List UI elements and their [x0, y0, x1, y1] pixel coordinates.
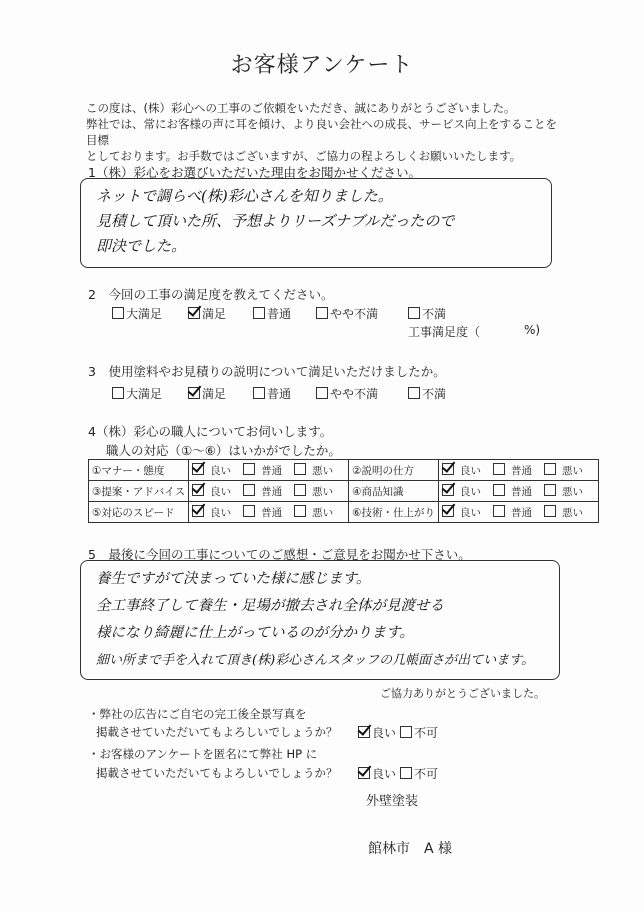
answer-line: 全工事終了して養生・足場が撤去され全体が見渡せる — [96, 598, 444, 614]
checkbox[interactable] — [112, 307, 124, 319]
customer-signature: 館林市 A 様 — [368, 841, 453, 857]
checkbox-checked[interactable] — [442, 463, 454, 475]
answer-line: 養生ですがて決まっていた様に感じます。 — [96, 571, 371, 587]
checkbox-checked[interactable] — [192, 505, 204, 517]
checkbox-checked[interactable] — [192, 484, 204, 496]
q2-label: 2 今回の工事の満足度を教えてください。 — [88, 287, 334, 302]
q3-option-1[interactable]: 大満足 — [112, 385, 162, 402]
permission-1-no[interactable]: 不可 — [400, 724, 438, 741]
q4-sub: 職人の対応（①～⑥）はいかがでしたか。 — [106, 443, 341, 458]
checkbox[interactable] — [253, 387, 265, 399]
survey-title: お客様アンケート — [230, 53, 414, 78]
q1-answer — [96, 184, 546, 259]
q2-rate-unit: %) — [524, 323, 541, 337]
checkbox[interactable] — [400, 726, 412, 738]
rating-item-label: ③提案・アドバイス — [89, 481, 189, 502]
checkbox-checked[interactable] — [358, 726, 370, 738]
staff-rating-table — [88, 459, 599, 523]
permission-1-yes[interactable]: 良い — [358, 724, 396, 741]
q2-option-4[interactable]: やや不満 — [316, 305, 378, 322]
checkbox[interactable] — [493, 505, 505, 517]
rating-options[interactable]: 良い 普通 悪い — [439, 502, 599, 523]
checkbox[interactable] — [544, 484, 556, 496]
checkbox[interactable] — [544, 505, 556, 517]
checkbox[interactable] — [243, 484, 255, 496]
checkbox-checked[interactable] — [188, 387, 200, 399]
q2-option-5[interactable]: 不満 — [408, 305, 446, 322]
checkbox[interactable] — [294, 505, 306, 517]
intro-text — [86, 100, 566, 164]
checkbox[interactable] — [408, 387, 420, 399]
q3-option-4[interactable]: やや不満 — [316, 385, 378, 402]
checkbox[interactable] — [544, 463, 556, 475]
permission-2-yes[interactable]: 良い — [358, 765, 396, 782]
checkbox[interactable] — [493, 484, 505, 496]
work-type: 外壁塗装 — [366, 794, 419, 809]
checkbox-checked[interactable] — [358, 767, 370, 779]
rating-item-label: ⑥技術・仕上がり — [349, 502, 439, 523]
answer-line: 様になり綺麗に仕上がっているのが分かります。 — [96, 625, 414, 641]
q3-option-3[interactable]: 普通 — [253, 385, 291, 402]
checkbox[interactable] — [243, 505, 255, 517]
q3-label: 3 使用塗料やお見積りの説明について満足いただけましたか。 — [88, 364, 446, 379]
intro-line: 弊社では、常にお客様の声に耳を傾け、より良い会社への成長、サービス向上をすることを目標 — [86, 117, 558, 147]
rating-options[interactable]: 良い 普通 悪い — [189, 502, 349, 523]
checkbox-checked[interactable] — [192, 463, 204, 475]
checkbox[interactable] — [316, 307, 328, 319]
q3-option-5[interactable]: 不満 — [408, 385, 446, 402]
rating-item-label: ②説明の仕方 — [349, 460, 439, 481]
checkbox[interactable] — [253, 307, 265, 319]
checkbox-checked[interactable] — [188, 307, 200, 319]
checkbox[interactable] — [400, 767, 412, 779]
rating-options[interactable]: 良い 普通 悪い — [439, 460, 599, 481]
rating-item-label: ①マナー・態度 — [89, 460, 189, 481]
thanks-text: ご協力ありがとうございました。 — [380, 687, 545, 700]
table-row — [89, 481, 599, 502]
checkbox-checked[interactable] — [442, 505, 454, 517]
table-row — [89, 460, 599, 481]
q5-label: 5 最後に今回の工事についてのご感想・ご意見をお聞かせ下さい。 — [88, 547, 471, 562]
checkbox[interactable] — [316, 387, 328, 399]
checkbox[interactable] — [112, 387, 124, 399]
rating-item-label: ④商品知識 — [349, 481, 439, 502]
answer-line: 即決でした。 — [96, 237, 187, 255]
answer-line: 見積して頂いた所、予想よりリーズナブルだったので — [96, 212, 455, 230]
permission-1-line2: 掲載させていただいてもよろしいでしょうか？ — [96, 725, 338, 739]
rating-options[interactable]: 良い 普通 悪い — [189, 460, 349, 481]
q2-option-3[interactable]: 普通 — [253, 305, 291, 322]
permission-2-no[interactable]: 不可 — [400, 765, 438, 782]
permission-1-line1: ・弊社の広告にご自宅の完工後全景写真を — [88, 707, 307, 721]
q2-rate-label: 工事満足度（ — [408, 325, 481, 339]
q3-option-2[interactable]: 満足 — [188, 385, 226, 402]
permission-2-line1: ・お客様のアンケートを匿名にて弊社 HP に — [88, 747, 318, 761]
answer-line: 細い所まで手を入れて頂き(株)彩心さんスタッフの几帳面さが出ています。 — [96, 653, 535, 668]
rating-options[interactable]: 良い 普通 悪い — [439, 481, 599, 502]
checkbox[interactable] — [294, 463, 306, 475]
checkbox[interactable] — [243, 463, 255, 475]
q1-label: 1（株）彩心をお選びいただいた理由をお聞かせください。 — [88, 165, 421, 180]
checkbox-checked[interactable] — [442, 484, 454, 496]
checkbox[interactable] — [408, 307, 420, 319]
answer-line: ネットで調らべ(株)彩心さんを知りました。 — [96, 187, 393, 205]
checkbox[interactable] — [493, 463, 505, 475]
q2-option-2[interactable]: 満足 — [188, 305, 226, 322]
intro-line: この度は、(株）彩心への工事のご依頼をいただき、誠にありがとうございました。 — [86, 101, 516, 115]
q4-label: 4（株）彩心の職人についてお伺いします。 — [88, 424, 333, 439]
q2-option-1[interactable]: 大満足 — [112, 305, 162, 322]
rating-options[interactable]: 良い 普通 悪い — [189, 481, 349, 502]
table-row — [89, 502, 599, 523]
q5-answer — [96, 566, 554, 674]
rating-item-label: ⑤対応のスピード — [89, 502, 189, 523]
checkbox[interactable] — [294, 484, 306, 496]
intro-line: としております。お手数ではございますが、ご協力の程よろしくお願いいたします。 — [86, 149, 522, 163]
permission-2-line2: 掲載させていただいてもよろしいでしょうか？ — [96, 766, 338, 780]
